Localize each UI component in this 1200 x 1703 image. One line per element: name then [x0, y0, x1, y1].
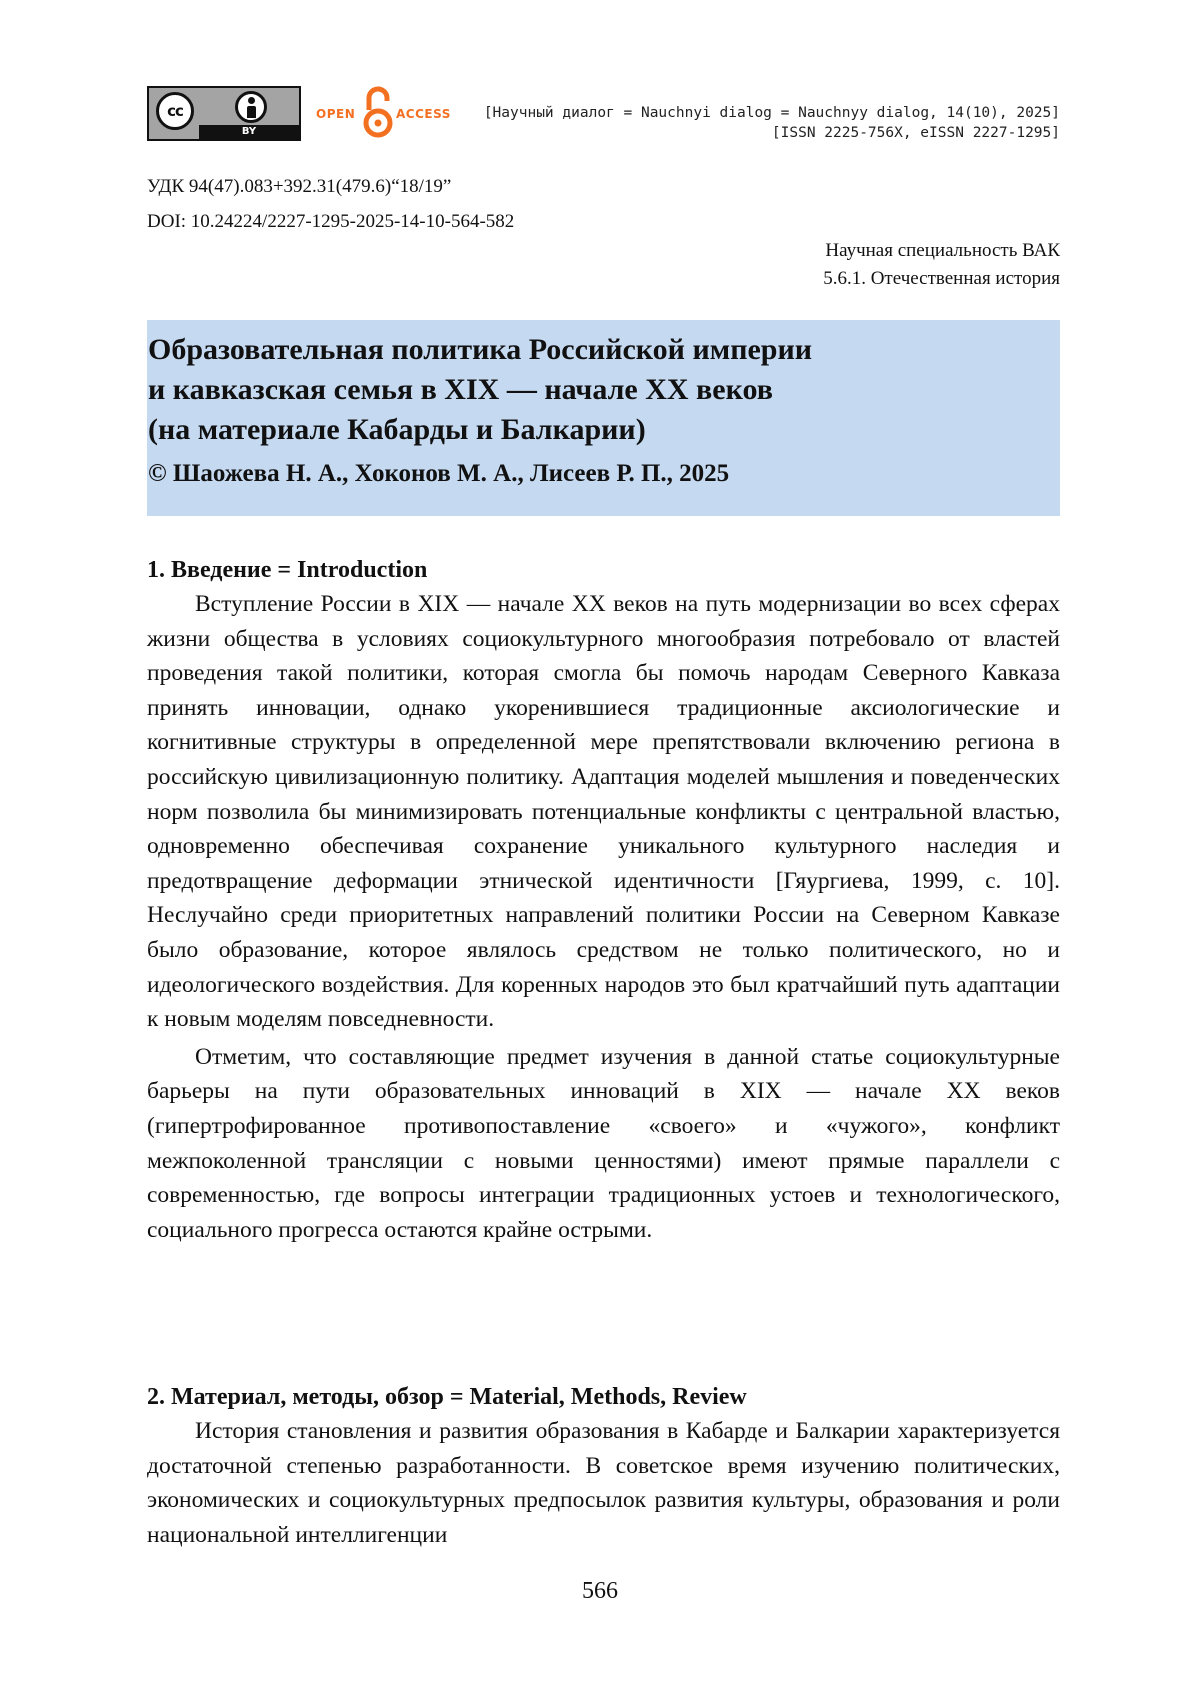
section-heading: 1. Введение = Introduction [147, 557, 428, 583]
section-introduction [147, 553, 1060, 1247]
page-number: 566 [582, 1578, 618, 1604]
open-access-open-text: OPEN [316, 107, 356, 121]
udk-code: УДК 94(47).083+392.31(479.6)“18/19” [147, 176, 452, 197]
vak-specialty-label: Научная специальность ВАК [825, 240, 1060, 261]
cc-by-license-badge[interactable] [147, 86, 301, 141]
open-access-access-text: ACCESS [396, 107, 451, 121]
creative-commons-icon: cc [156, 92, 194, 130]
article-title-line: Образовательная политика Российской империи [148, 333, 813, 366]
body-paragraph: История становления и развития образования в Кабарде и Балкарии характеризуется достаточной степенью разработанности. В советское время изучению политических, экономических и социокультурных предпосылок развития культуры, образования и роли национальной интеллигенции [147, 1418, 1060, 1548]
by-label: BY [199, 125, 299, 139]
body-paragraph: Отметим, что составляющие предмет изучения в данной статье социокультурные барьеры на пути образовательных инноваций в XIX — начале XX веков (гипертрофированное противопоставление «своего» и «чужого», конфликт межпоколенной трансляции с новыми ценностями) имеют прямые параллели с современностью, где вопросы интеграции традиционных устоев и технологического, социального прогресса остаются крайне острыми. [147, 1043, 1060, 1243]
journal-reference [484, 103, 1060, 143]
vak-specialty [823, 237, 1060, 293]
section-material-methods [147, 1380, 1060, 1552]
attribution-person-icon [235, 91, 267, 123]
article-title [148, 330, 1060, 450]
open-lock-icon [362, 86, 394, 138]
open-access-logo [316, 86, 456, 138]
doi-line[interactable]: DOI: 10.24224/2227-1295-2025-14-10-564-582 [147, 211, 515, 232]
journal-issn-line: [ISSN 2225-756X, eISSN 2227-1295] [771, 125, 1060, 141]
vak-specialty-code: 5.6.1. Отечественная история [823, 268, 1060, 289]
section-heading: 2. Материал, методы, обзор = Material, Methods, Review [147, 1384, 747, 1410]
article-authors: © Шаожева Н. А., Хоконов М. А., Лисеев Р. П., 2025 [148, 460, 730, 487]
article-title-line: (на материале Кабарды и Балкарии) [148, 413, 646, 446]
article-title-line: и кавказская семья в XIX — начале XX веков [148, 373, 773, 406]
title-box [147, 320, 1060, 516]
journal-citation-line: [Научный диалог = Nauchnyi dialog = Nauchnyy dialog, 14(10), 2025] [483, 105, 1060, 121]
body-paragraph: Вступление России в XIX — начале XX веков на путь модернизации во всех сферах жизни общества в условиях социокультурного многообразия потребовало от властей проведения такой политики, которая смогла бы помочь народам Северного Кавказа принять инновации, однако укоренившиеся традиционные аксиологические и когнитивные структуры в определенной мере препятствовали включению региона в российскую цивилизационную политику. Адаптация моделей мышления и поведенческих норм позволила бы минимизировать потенциальные конфликты с центральной властью, одновременно обеспечивая сохранение уникального культурного наследия и предотвращение деформации этнической идентичности [Гяургиева, 1999, с. 10]. Неслучайно среди приоритетных направлений политики России на Северном Кавказе было образование, которое являлось средством не только политического, но и идеологического воздействия. Для коренных народов это был кратчайший путь адаптации к новым моделям повседневности. [147, 591, 1060, 1033]
